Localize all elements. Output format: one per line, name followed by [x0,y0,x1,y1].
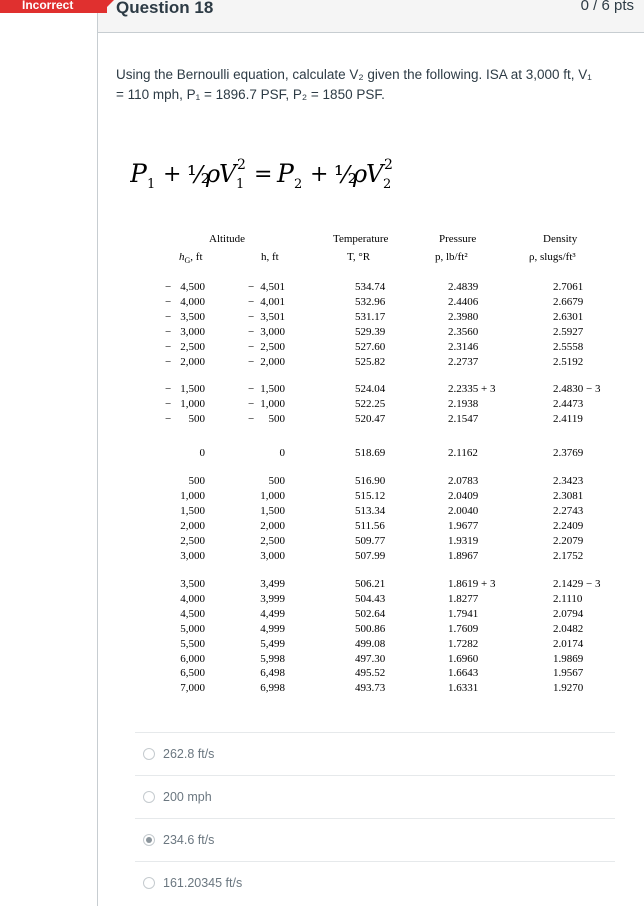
answer-label: 262.8 ft/s [163,746,215,761]
eq-v2-sq: 2 [384,157,393,173]
table-cell: 1.8277 [448,592,479,605]
table-cell: 500.86 [355,622,386,635]
radio-button[interactable] [143,748,155,760]
question-prompt [116,65,636,105]
table-cell: 1,000 [260,397,285,410]
table-cell: 1,500 [260,383,285,395]
isa-table [143,229,613,709]
question-card [97,0,644,906]
table-cell: 2.0482 [553,622,584,635]
table-cell: 2.1752 [553,549,584,562]
table-cell: 2.5192 [553,355,584,368]
table-cell: 3,000 [180,549,205,562]
table-cell: 522.25 [355,397,386,410]
incorrect-badge-tip [107,0,114,7]
question-score: 0 / 6 pts [580,0,634,14]
table-cell: 2.2409 [553,519,584,532]
table-cell: 500 [188,412,205,425]
table-cell: 531.17 [355,310,386,323]
table-cell: 513.34 [355,504,386,517]
table-cell: 2.0783 [448,475,479,487]
answer-label: 200 mph [163,789,212,804]
table-cell: 502.64 [355,607,386,620]
table-cell: 3,500 [180,578,205,590]
table-cell: 2.4473 [553,397,584,410]
table-cell: 2.3081 [553,489,584,502]
table-cell: 2.3146 [448,340,479,353]
table-cell: 2.4119 [553,412,583,425]
table-cell: 2.5927 [553,325,584,338]
eq-v1-sq: 2 [237,157,246,173]
prompt-line-2: = 110 mph, P₁ = 1896.7 PSF, P₂ = 1850 PSF. [116,87,385,102]
table-cell: 1.9319 [448,534,479,547]
radio-button-selected[interactable] [143,834,155,846]
table-cell: 1.9567 [553,667,584,680]
minus-sign: − [165,383,172,395]
minus-sign: − [165,412,172,425]
eq-p1-sub: 1 [147,177,156,192]
table-cell: 4,500 [180,607,205,620]
left-gutter [0,13,97,906]
eq-v1: V [219,160,237,188]
minus-sign: − [165,310,172,323]
table-cell: 6,498 [260,667,285,680]
minus-sign: − [165,281,172,293]
table-cell: 2.3423 [553,475,584,487]
bernoulli-equation [130,149,460,199]
table-cell: 4,000 [180,295,205,308]
table-cell: 7,000 [180,682,205,695]
answer-label: 234.6 ft/s [163,832,215,847]
header-temperature: Temperature [333,233,389,245]
header-hg-sub: G [184,256,191,266]
table-cell: 4,999 [260,622,285,635]
table-cell: 2.6301 [553,310,584,323]
table-cell: 3,000 [180,325,205,338]
table-cell: 2,500 [260,340,285,353]
minus-sign: − [165,340,172,353]
table-cell: 1.7609 [448,622,479,635]
table-cell: 529.39 [355,325,386,338]
table-cell: 2,500 [260,534,285,547]
table-cell: 509.77 [355,534,386,547]
table-cell: 1,000 [260,489,285,502]
table-cell: 511.56 [355,519,385,532]
prompt-line-1: Using the Bernoulli equation, calculate V₂ given the following. ISA at 3,000 ft, V₁ [116,67,592,82]
minus-sign: − [248,397,255,410]
table-cell: 6,998 [260,682,285,695]
table-cell: 2.1547 [448,412,479,425]
table-cell: 500 [188,475,205,487]
table-cell: 534.74 [355,281,386,293]
table-cell: 2.2737 [448,355,479,368]
table-cell: 2,000 [180,355,205,368]
table-cell: 6,500 [180,667,205,680]
table-cell: 527.60 [355,340,386,353]
eq-rho-1: ρ [206,160,221,188]
minus-sign: − [165,325,172,338]
table-cell: 6,000 [180,652,205,665]
answer-option[interactable] [135,818,615,860]
table-cell: 2,000 [260,355,285,368]
table-cell: 3,500 [180,310,205,323]
incorrect-badge: Incorrect [0,0,107,13]
table-cell: 516.90 [355,475,386,487]
radio-button[interactable] [143,791,155,803]
eq-v1-sub: 1 [236,177,245,192]
table-cell: 2,000 [260,519,285,532]
table-cell: 2,000 [180,519,205,532]
minus-sign: − [248,412,255,425]
table-cell: 520.47 [355,412,386,425]
table-cell: 0 [279,447,285,459]
table-cell: 1,500 [180,504,205,517]
minus-sign: − [248,340,255,353]
table-cell: 506.21 [355,578,386,590]
table-cell: 2.1110 [553,592,583,605]
table-cell: 1.7941 [448,607,479,620]
table-cell: 5,500 [180,637,205,650]
table-cell: 2.4406 [448,295,479,308]
minus-sign: − [248,295,255,308]
table-cell: 2,500 [180,340,205,353]
table-cell: 2.2335 + 3 [448,383,496,395]
table-cell: 1.9677 [448,519,479,532]
table-cell: 1.6643 [448,667,479,680]
table-cell: 5,499 [260,637,285,650]
header-temp-unit: T, °R [347,251,371,263]
minus-sign: − [165,397,172,410]
header-density-unit: ρ, slugs/ft³ [529,251,576,263]
table-cell: 532.96 [355,295,386,308]
eq-plus-1: + [163,162,182,187]
table-cell: 2.3980 [448,310,479,323]
table-cell: 1,000 [180,397,205,410]
answer-option[interactable] [135,732,615,774]
table-cell: 507.99 [355,549,386,562]
eq-p2-sub: 2 [294,177,303,192]
table-cell: 504.43 [355,592,386,605]
table-cell: 2,500 [180,534,205,547]
table-cell: 1.8967 [448,549,479,562]
eq-rho-2: ρ [353,160,368,188]
header-altitude: Altitude [209,233,246,245]
table-cell: 2.7061 [553,281,584,293]
header-pressure-unit: p, lb/ft² [435,251,468,263]
radio-button[interactable] [143,877,155,889]
table-cell: 495.52 [355,667,386,680]
eq-v2: V [366,160,384,188]
header-h: h, ft [261,251,279,263]
table-cell: 1.9270 [553,682,584,695]
minus-sign: − [248,281,255,293]
table-cell: 515.12 [355,489,386,502]
eq-plus-2: + [310,162,329,187]
table-cell: 2.1162 [448,447,478,459]
table-cell: 500 [268,475,285,487]
question-header [98,0,644,33]
table-cell: 5,998 [260,652,285,665]
table-cell: 518.69 [355,447,386,459]
table-cell: 1,500 [180,383,205,395]
eq-equals: = [254,162,273,187]
table-cell: 1,000 [180,489,205,502]
table-cell: 2.0174 [553,637,584,650]
table-cell: 2.0409 [448,489,479,502]
table-cell: 1.6331 [448,682,479,695]
table-cell: 1.6960 [448,652,479,665]
minus-sign: − [248,383,255,395]
table-cell: 2.0040 [448,504,479,517]
header-hg-unit: , ft [190,251,203,263]
table-cell: 3,501 [260,310,285,323]
eq-half-2: ½ [334,161,358,189]
table-cell: 3,499 [260,578,285,590]
table-cell: 493.73 [355,682,386,695]
table-cell: 525.82 [355,355,386,368]
table-cell: 4,499 [260,607,285,620]
minus-sign: − [248,325,255,338]
table-cell: 1,500 [260,504,285,517]
table-cell: 0 [199,447,205,459]
minus-sign: − [165,355,172,368]
table-cell: 1.8619 + 3 [448,578,496,590]
answer-option[interactable] [135,861,615,903]
eq-half-1: ½ [187,161,211,189]
table-cell: 2.6679 [553,295,584,308]
table-cell: 497.30 [355,652,386,665]
minus-sign: − [248,310,255,323]
table-cell: 499.08 [355,637,386,650]
table-cell: 1.7282 [448,637,479,650]
header-density: Density [543,233,578,245]
answer-label: 161.20345 ft/s [163,875,243,890]
table-cell: 4,500 [180,281,205,293]
minus-sign: − [248,355,255,368]
answer-option[interactable] [135,775,615,817]
header-hg [179,251,203,265]
table-cell: 2.3769 [553,447,584,459]
table-cell: 4,501 [260,281,285,293]
minus-sign: − [165,295,172,308]
table-cell: 2.1429 − 3 [553,578,601,590]
table-cell: 2.4839 [448,281,479,293]
table-cell: 2.4830 − 3 [553,383,601,395]
table-cell: 5,000 [180,622,205,635]
table-cell: 4,001 [260,295,285,308]
table-cell: 2.1938 [448,397,479,410]
eq-v2-sub: 2 [383,177,392,192]
table-cell: 2.2079 [553,534,584,547]
header-pressure: Pressure [439,233,477,245]
question-title: Question 18 [116,0,214,17]
table-cell: 3,999 [260,592,285,605]
eq-p2: P [277,159,294,188]
eq-p1: P [130,159,147,188]
table-cell: 2.2743 [553,504,584,517]
table-cell: 4,000 [180,592,205,605]
table-cell: 2.3560 [448,325,479,338]
table-cell: 3,000 [260,325,285,338]
table-cell: 2.5558 [553,340,584,353]
table-cell: 2.0794 [553,607,584,620]
header-hg-symbol: h [179,251,185,263]
table-cell: 1.9869 [553,652,584,665]
table-cell: 524.04 [355,383,386,395]
table-cell: 500 [268,412,285,425]
table-cell: 3,000 [260,549,285,562]
